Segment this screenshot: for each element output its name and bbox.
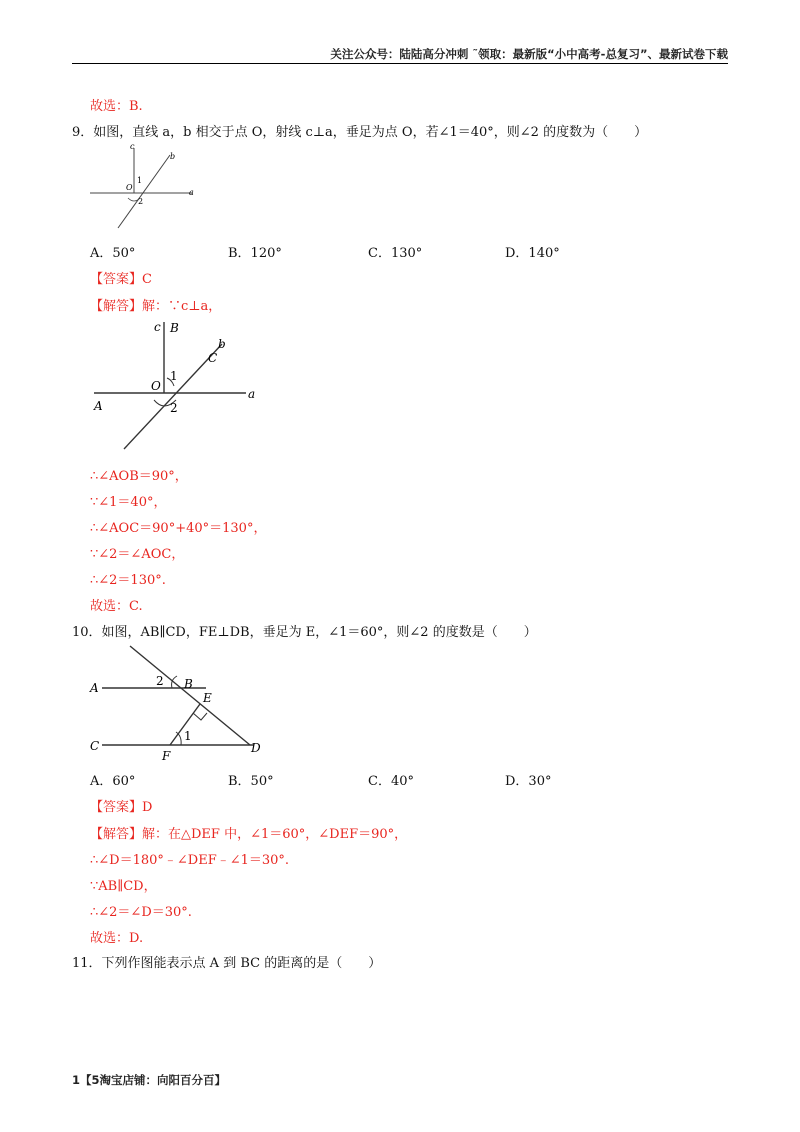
page-footer: 1【5淘宝店铺：向阳百分百】: [72, 1073, 227, 1087]
q10-step-1: ∴∠D＝180°﹣∠DEF﹣∠1＝30°.: [90, 853, 290, 868]
label-angle-1: 1: [184, 729, 192, 743]
page-header: 关注公众号：陆陆高分冲刺 ˜领取：最新版“小中高考-总复习”、最新试卷下载: [330, 47, 728, 61]
q9-step-5: ∴∠2＝130°.: [90, 573, 166, 588]
label-angle-2: 2: [156, 674, 164, 688]
q9-option-a: A．50°: [90, 246, 136, 261]
label-b: b: [170, 152, 176, 161]
q9-figure-large: [88, 316, 268, 456]
label-A: A: [90, 681, 99, 695]
q9-step-2: ∵∠1＝40°，: [90, 495, 167, 510]
q9-answer: 【答案】C: [90, 272, 152, 287]
q10-option-a: A．60°: [90, 774, 136, 789]
q10-step-2: ∵AB∥CD，: [90, 879, 157, 894]
label-a: a: [248, 387, 256, 401]
label-A: A: [94, 399, 103, 413]
q10-step-3: ∴∠2＝∠D＝30°.: [90, 905, 192, 920]
q10-option-d: D．30°: [505, 774, 552, 789]
label-F: F: [162, 749, 171, 763]
label-C: C: [90, 739, 100, 753]
q10-conclusion: 故选：D.: [90, 931, 144, 946]
q9-analysis-head: 【解答】解：∵c⊥a，: [90, 299, 222, 314]
label-O: O: [126, 183, 133, 192]
q9-step-4: ∵∠2＝∠AOC，: [90, 547, 185, 562]
label-B: B: [170, 321, 179, 335]
label-c: c: [130, 142, 135, 151]
q10-stem: 10．如图，AB∥CD，FE⊥DB，垂足为 E，∠1＝60°，则∠2 的度数是（ ）: [72, 625, 537, 640]
q10-analysis-head: 【解答】解：在△DEF 中，∠1＝60°，∠DEF＝90°，: [90, 827, 408, 842]
q9-stem: 9．如图，直线 a，b 相交于点 O，射线 c⊥a，垂足为点 O，若∠1＝40°，则∠2 的度数为（ ）: [72, 125, 648, 140]
header-rule: [72, 63, 728, 64]
q10-figure: [88, 642, 268, 764]
label-angle-1: 1: [170, 369, 178, 383]
q10-option-c: C．40°: [368, 774, 414, 789]
prev-conclusion: 故选：B.: [90, 99, 143, 114]
q9-figure-small: [88, 140, 198, 232]
q9-option-c: C．130°: [368, 246, 423, 261]
label-c: c: [154, 320, 161, 334]
q11-stem: 11．下列作图能表示点 A 到 BC 的距离的是（ ）: [72, 956, 382, 971]
q10-option-b: B．50°: [228, 774, 274, 789]
label-angle-1: 1: [137, 176, 143, 185]
label-B: B: [184, 677, 193, 691]
label-C: C: [208, 351, 218, 365]
label-b: b: [218, 337, 226, 351]
q9-conclusion: 故选：C.: [90, 599, 143, 614]
q9-option-d: D．140°: [505, 246, 560, 261]
q9-option-b: B．120°: [228, 246, 282, 261]
label-angle-2: 2: [138, 197, 144, 206]
label-O: O: [151, 379, 161, 393]
label-a: a: [189, 188, 194, 197]
q9-step-1: ∴∠AOB＝90°，: [90, 469, 188, 484]
label-D: D: [251, 741, 261, 755]
label-E: E: [203, 691, 212, 705]
q9-step-3: ∴∠AOC＝90°+40°＝130°，: [90, 521, 267, 536]
label-angle-2: 2: [170, 401, 178, 415]
q10-answer: 【答案】D: [90, 800, 153, 815]
